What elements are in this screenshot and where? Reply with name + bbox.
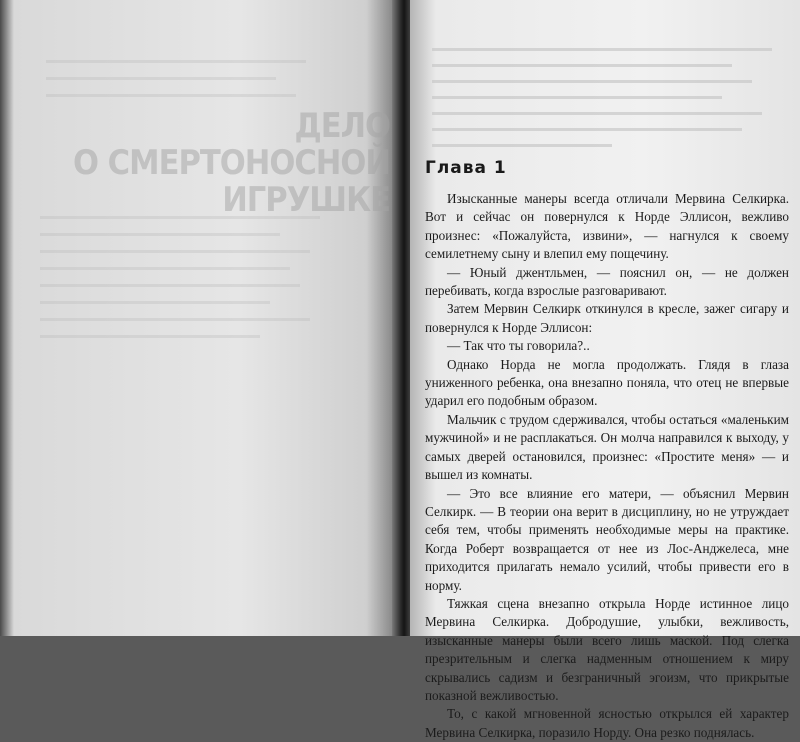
paragraph: Изысканные манеры всегда отличали Мервина Селкирка. Вот и сейчас он повернулся к Норде Эллисон, вежливо произнес: «Пожалуйста, извини», — нагнулся к своему семилетнему сыну и влепил ему пощечину.	[425, 191, 789, 262]
bleed-through-lines-bottom	[40, 216, 340, 352]
paragraph: То, с какой мгновенной ясностью открылся ей характер Мервина Селкирка, поразило Норду. Она резко поднялась.	[425, 706, 789, 740]
paragraph: Тяжкая сцена внезапно открыла Норде истинное лицо Мервина Селкирка. Добродушие, улыбки, вежливость, изысканные манеры были всего лишь маской. Под слегка презрительным и слегка надменным отношением к миру скрывались садизм и безграничный эгоизм, что прикрытые показной вежливостью.	[425, 595, 789, 703]
bleed-through-lines-right	[432, 48, 792, 160]
bleed-through-title: ДЕЛО О СМЕРТОНОСНОЙ ИГРУШКЕ	[73, 106, 390, 220]
right-page	[410, 0, 800, 740]
chapter-text	[425, 190, 789, 742]
paragraph: — Так что ты говорила?..	[447, 338, 590, 354]
chapter-title: Глава 1	[425, 158, 507, 178]
paragraph: Мальчик с трудом сдерживался, чтобы остаться «маленьким мужчиной» и не расплакаться. Он молча направился к выходу, у самых дверей остановился, произнес: «Простите меня» — и вышел из комнаты.	[425, 411, 789, 483]
left-page	[0, 0, 398, 636]
paragraph: Затем Мервин Селкирк откинулся в кресле, зажег сигару и повернулся к Норде Эллисон:	[425, 301, 789, 335]
paragraph: — Юный джентльмен, — пояснил он, — не должен перебивать, когда взрослые разговаривают.	[425, 264, 789, 299]
paragraph: Однако Норда не могла продолжать. Глядя в глаза униженного ребенка, она внезапно поняла, что отец не впервые ударил его подобным образом.	[425, 356, 789, 409]
paragraph: — Это все влияние его матери, — объяснил Мервин Селкирк. — В теории она верит в дисциплину, но не утруждает себя тем, чтобы применять необходимые меры на практике. Когда Роберт возвращается от нее из Лос-Анджелеса, мне приходится прилагать немало усилий, чтобы привести его в норму.	[425, 485, 789, 593]
bleed-through-lines-top	[46, 60, 346, 111]
